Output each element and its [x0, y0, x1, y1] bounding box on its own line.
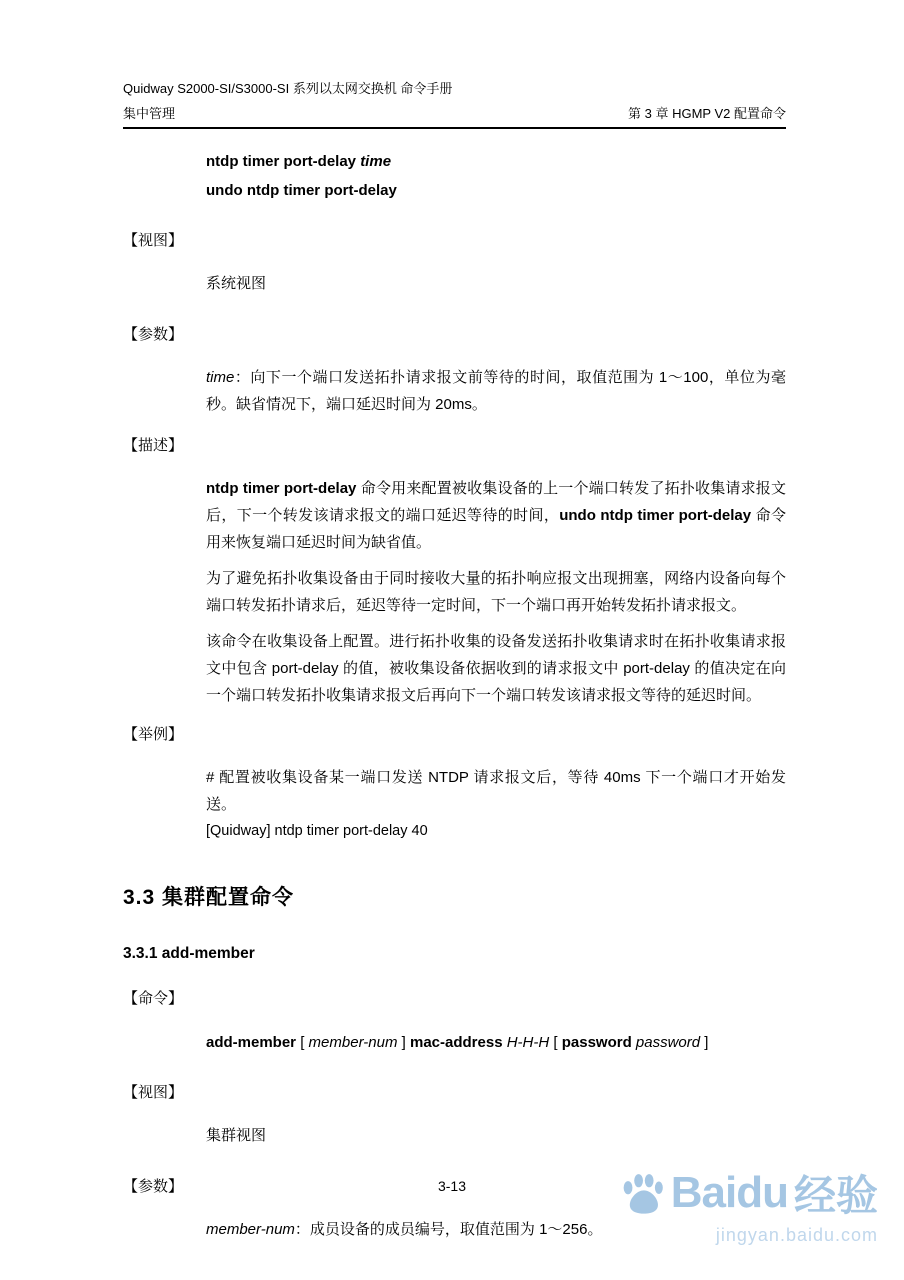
header-module-name: 集中管理 — [123, 106, 176, 121]
watermark-logo-row — [621, 1163, 878, 1223]
view-value-2: 集群视图 — [206, 1127, 267, 1144]
example-code-line: [Quidway] ntdp timer port-delay 40 — [206, 823, 428, 839]
view-section-label-2: 【视图】 — [123, 1084, 184, 1101]
bracket-open-1: [ — [296, 1034, 309, 1051]
subsection-heading-3-3-1: 3.3.1 add-member — [123, 945, 255, 962]
kw-add-member: add-member — [206, 1034, 297, 1051]
kw-password: password — [561, 1034, 632, 1051]
param-name: time — [206, 369, 235, 386]
view-section-label: 【视图】 — [123, 232, 184, 249]
page-header — [123, 80, 786, 129]
watermark-url-text: jingyan.baidu.com — [715, 1225, 878, 1245]
command-keyword: ntdp timer port-delay — [206, 153, 361, 170]
undo-command-syntax-line: undo ntdp timer port-delay — [206, 182, 397, 199]
bracket-close-1: ] — [397, 1034, 410, 1051]
desc-paragraph-1 — [206, 475, 786, 556]
desc-cmd-bold-2: undo ntdp timer port-delay — [559, 507, 756, 524]
kw-mac-address: mac-address — [409, 1034, 503, 1051]
baidu-watermark — [621, 1163, 878, 1246]
watermark-brand-text: Baidu — [670, 1168, 788, 1217]
desc-paragraph-3: 该命令在收集设备上配置。进行拓扑收集的设备发送拓扑收集请求时在拓扑收集请求报文中包含 port-delay 的值，被收集设备依据收到的请求报文中 port-delay 的值决定在向一个端口转发拓扑收集请求报文后再向下一个端口转发该请求报文等待的延迟时间。 — [206, 633, 786, 704]
header-chapter-title: 第 3 章 HGMP V2 配置命令 — [628, 106, 786, 121]
arg-hhh: H-H-H — [502, 1034, 554, 1051]
header-divider — [123, 127, 786, 129]
command-arg: time — [360, 153, 392, 170]
header-product-title: Quidway S2000-SI/S3000-SI 系列以太网交换机 命令手册 — [123, 81, 453, 96]
desc-text-1: 命令用来配置被收集设备的上一个端口转发了拓扑收集请求报文后，下一个转发该请求报文的端口延迟等待的时间， — [206, 480, 786, 524]
param-name-2: member-num — [206, 1221, 295, 1238]
desc-cmd-bold-1: ntdp timer port-delay — [206, 480, 361, 497]
page-number: 3-13 — [437, 1178, 467, 1194]
section-heading-3-3: 3.3 集群配置命令 — [123, 886, 295, 909]
example-section-label: 【举例】 — [123, 726, 184, 743]
param-section-label-2: 【参数】 — [123, 1178, 184, 1195]
arg-password: password — [631, 1034, 701, 1051]
command-section-label: 【命令】 — [123, 990, 184, 1007]
view-value: 系统视图 — [206, 275, 267, 292]
baidu-paw-icon — [621, 1171, 665, 1215]
ntdp-command-block — [206, 147, 786, 205]
param-paragraph — [206, 364, 786, 418]
bracket-open-2: [ — [553, 1034, 562, 1051]
add-member-syntax-line — [206, 1028, 786, 1057]
desc-text-2: 命令用来恢复端口延迟时间为缺省值。 — [206, 507, 786, 551]
param-desc-2: ：成员设备的成员编号，取值范围为 1～256。 — [294, 1221, 603, 1238]
example-description: # 配置被收集设备某一端口发送 NTDP 请求报文后，等待 40ms 下一个端口才开始发送。 — [206, 769, 786, 813]
desc-section-label: 【描述】 — [123, 437, 184, 454]
param-section-label: 【参数】 — [123, 326, 184, 343]
header-row — [123, 103, 786, 122]
command-syntax-line — [206, 147, 786, 176]
desc-paragraph-2: 为了避免拓扑收集设备由于同时接收大量的拓扑响应报文出现拥塞，网络内设备向每个端口转发拓扑请求后，延迟等待一定时间，下一个端口再开始转发拓扑请求报文。 — [206, 570, 786, 614]
arg-member-num: member-num — [308, 1034, 398, 1051]
bracket-close-2: ] — [700, 1034, 709, 1051]
param-desc: ：向下一个端口发送拓扑请求报文前等待的时间，取值范围为 1～100，单位为毫秒。缺省情况下，端口延迟时间为 20ms。 — [206, 369, 786, 413]
watermark-suffix-text: 经验 — [793, 1172, 878, 1219]
